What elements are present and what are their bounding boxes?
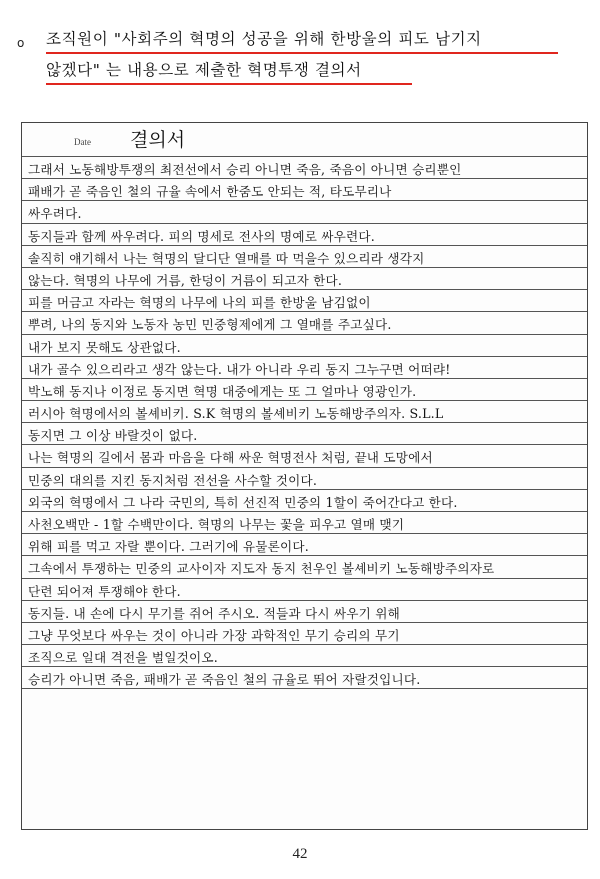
caption-line-1: 조직원이 "사회주의 혁명의 성공을 위해 한방울의 피도 남기지 <box>46 30 482 48</box>
handwritten-line <box>22 400 587 422</box>
handwritten-line-text: 동지들. 내 손에 다시 무기를 쥐어 주시오. 적들과 다시 싸우기 위해 <box>28 605 400 621</box>
handwritten-line-text: 민중의 대의를 지킨 동지처럼 전선을 사수할 것이다. <box>28 472 318 488</box>
handwritten-line-text: 솔직히 얘기해서 나는 혁명의 달디단 열매를 따 먹을수 있으리라 생각지 <box>28 250 425 266</box>
handwritten-line-text: 않는다. 혁명의 나무에 거름, 한덩이 거름이 되고자 한다. <box>28 272 343 288</box>
handwritten-line <box>22 444 587 466</box>
handwritten-line <box>22 666 587 688</box>
handwritten-line <box>22 289 587 311</box>
handwritten-line-text: 그냥 무엇보다 싸우는 것이 아니라 가장 과학적인 무기 승리의 무기 <box>28 627 400 643</box>
handwritten-line-text: 조직으로 일대 격전을 벌일것이오. <box>28 650 218 666</box>
handwritten-line-text: 승리가 아니면 죽음, 패배가 곧 죽음인 철의 규율로 뛰어 자랄것입니다. <box>28 672 421 688</box>
handwritten-line-text: 그속에서 투쟁하는 민중의 교사이자 지도자 동지 천우인 볼셰비키 노동해방주의자로 <box>28 561 495 577</box>
bullet-marker: o <box>17 36 25 50</box>
handwritten-line <box>22 334 587 356</box>
handwritten-line-text: 위해 피를 먹고 자랄 뿐이다. 그러기에 유물론이다. <box>28 539 309 555</box>
handwritten-line-text: 외국의 혁명에서 그 나라 국민의, 특히 선진적 민중의 1할이 죽어간다고 한다. <box>28 494 458 510</box>
handwritten-line-text: 동지들과 함께 싸우려다. 피의 명세로 전사의 명예로 싸우련다. <box>28 228 375 244</box>
handwritten-line-text: 나는 혁명의 길에서 몸과 마음을 다해 싸운 혁명전사 처럼, 끝내 도망에서 <box>28 450 433 466</box>
page-number: 42 <box>292 846 308 862</box>
handwritten-line-text: 러시아 혁명에서의 볼셰비키. S.K 혁명의 볼셰비키 노동해방주의자. S.L.L <box>28 406 444 422</box>
handwritten-line <box>22 644 587 666</box>
handwritten-line <box>22 356 587 378</box>
handwritten-lines <box>22 156 587 689</box>
handwritten-line <box>22 533 587 555</box>
handwritten-line <box>22 223 587 245</box>
handwritten-line-text: 박노해 동지나 이정로 동지면 혁명 대중에게는 또 그 얼마나 영광인가. <box>28 383 417 399</box>
handwritten-line-text: 동지면 그 이상 바랄것이 없다. <box>28 428 198 444</box>
handwritten-line-text: 내가 골수 있으리라고 생각 않는다. 내가 아니라 우리 동지 그누구면 어떠랴! <box>28 361 451 377</box>
handwritten-line <box>22 467 587 489</box>
date-label: Date <box>74 137 91 147</box>
caption-line-2: 않겠다" 는 내용으로 제출한 혁명투쟁 결의서 <box>46 61 362 79</box>
handwritten-line-text: 싸우려다. <box>28 206 82 222</box>
handwritten-line <box>22 378 587 400</box>
red-underline-2 <box>46 83 412 85</box>
handwritten-line <box>22 200 587 222</box>
handwritten-line <box>22 489 587 511</box>
resolution-document <box>21 122 588 830</box>
handwritten-line <box>22 178 587 200</box>
handwritten-line <box>22 311 587 333</box>
handwritten-line <box>22 578 587 600</box>
handwritten-line-text: 내가 보지 못해도 상관없다. <box>28 339 181 355</box>
handwritten-line-text: 사천오백만 - 1할 수백만이다. 혁명의 나무는 꽃을 피우고 열매 맺기 <box>28 517 405 532</box>
handwritten-line <box>22 156 587 178</box>
handwritten-line <box>22 622 587 644</box>
handwritten-line-text: 그래서 노동해방투쟁의 최전선에서 승리 아니면 죽음, 죽음이 아니면 승리뿐인 <box>28 162 462 177</box>
handwritten-line <box>22 555 587 577</box>
handwritten-line-text: 뿌려, 나의 동지와 노동자 농민 민중형제에게 그 열매를 주고싶다. <box>28 317 392 333</box>
handwritten-line-text: 패배가 곧 죽음인 철의 규율 속에서 한줌도 안되는 적, 타도무리나 <box>28 184 392 200</box>
handwritten-line <box>22 600 587 622</box>
handwritten-line <box>22 245 587 267</box>
document-title: 결의서 <box>130 129 186 151</box>
red-underline-1 <box>46 52 558 54</box>
handwritten-line <box>22 267 587 289</box>
handwritten-line <box>22 422 587 444</box>
handwritten-line-text: 피를 머금고 자라는 혁명의 나무에 나의 피를 한방울 남김없이 <box>28 295 371 311</box>
caption-header <box>0 0 600 95</box>
handwritten-line-text: 단련 되어져 투쟁해야 한다. <box>28 583 181 599</box>
handwritten-line <box>22 511 587 533</box>
